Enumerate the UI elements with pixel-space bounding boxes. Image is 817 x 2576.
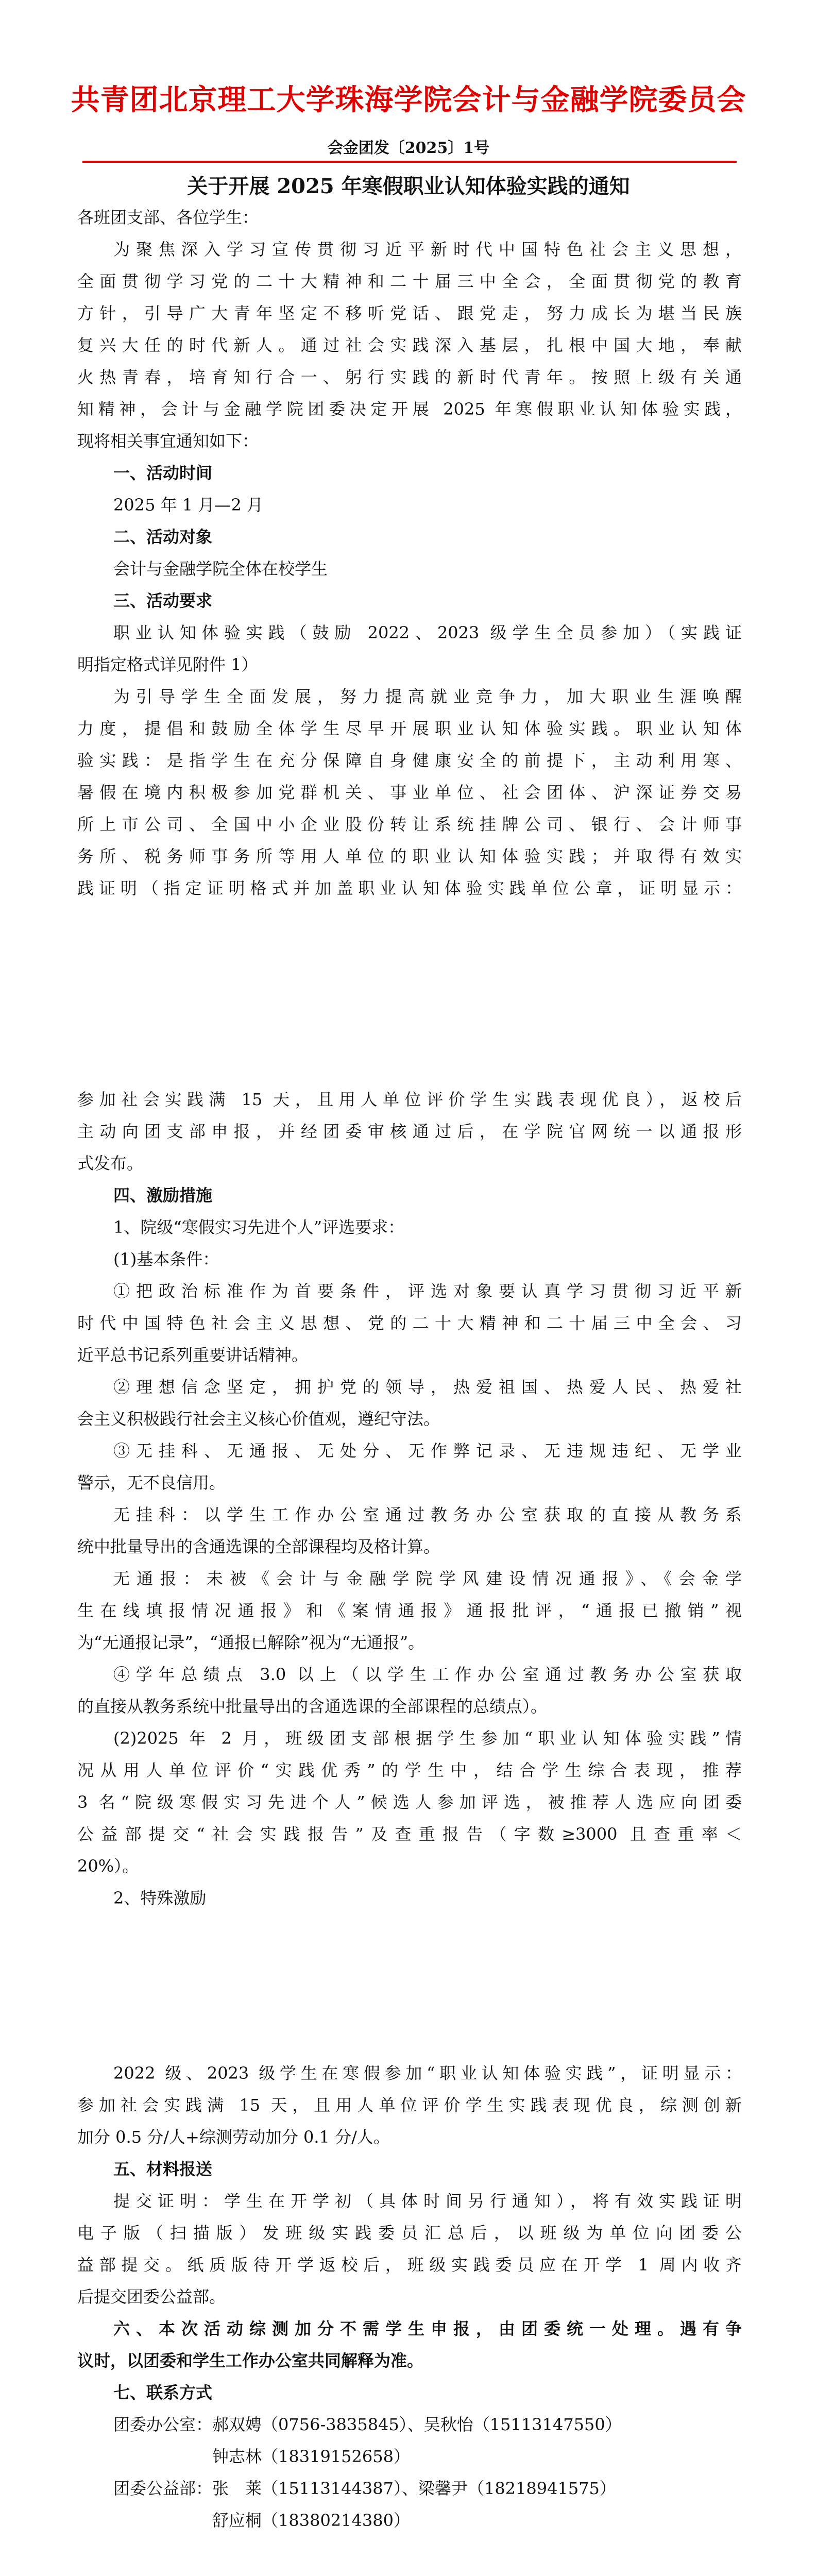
salutation: 各班团支部、各位学生： (77, 208, 259, 227)
condition-note: 为“无通报记录”，“通报已解除”视为“无通报”。 (77, 1633, 425, 1652)
materials-line: 益部提交。纸质版待开学返校后，班级实践委员应在开学 1 周内收齐 (77, 2255, 742, 2275)
condition-line: ③无挂科、无通报、无处分、无作弊记录、无违规违纪、无学业 (113, 1441, 742, 1461)
section-heading-target: 二、活动对象 (113, 527, 213, 547)
intro-line: 知精神，会计与金融学院团委决定开展 2025 年寒假职业认知体验实践， (77, 399, 742, 419)
office-contacts: 郝双娉（0756-3835845）、吴秋怡（15113147550） (212, 2415, 622, 2434)
recommendation-line: (2)2025 年 2 月，班级团支部根据学生参加“职业认知体验实践”情 (113, 1728, 742, 1748)
office-label: 团委办公室： (113, 2415, 213, 2434)
section-heading-requirements: 三、活动要求 (113, 591, 213, 611)
welfare-label: 团委公益部： (113, 2479, 213, 2498)
requirements-line: 主动向团支部申报，并经团委审核通过后，在学院官网统一以通报形 (77, 1122, 742, 1141)
condition-line: 近平总书记系列重要讲话精神。 (77, 1345, 309, 1365)
incentive-item-1: 1、院级“寒假实习先进个人”评选要求： (113, 1217, 405, 1237)
requirements-line: 暑假在境内积极参加党群机关、事业单位、社会团体、沪深证券交易 (77, 783, 742, 802)
intro-line: 火热青春，培育知行合一、躬行实践的新时代青年。按照上级有关通 (77, 367, 742, 387)
office-contacts: 钟志林（18319152658） (212, 2447, 410, 2466)
intro-line: 复兴大任的时代新人。通过社会实践深入基层，扎根中国大地，奉献 (77, 335, 742, 355)
condition-line: 的直接从教务系统中批量导出的含通选课的全部课程的总绩点）。 (77, 1697, 548, 1716)
condition-note: 无通报：未被《会计与金融学院学风建设情况通报》、《会金学 (113, 1569, 742, 1588)
recommendation-line: 况从用人单位评价“实践优秀”的学生中，结合学生综合表现，推荐 (77, 1760, 742, 1780)
masthead-divider (82, 161, 737, 163)
basic-conditions-label: (1)基本条件： (113, 1249, 219, 1269)
section-heading-contact: 七、联系方式 (113, 2383, 213, 2402)
incentive-item-2: 2、特殊激励 (113, 1888, 207, 1908)
welfare-contacts: 舒应桐（18380214380） (212, 2511, 410, 2530)
condition-line: ②理想信念坚定，拥护党的领导，热爱祖国、热爱人民、热爱社 (113, 1377, 742, 1397)
notice-title: 关于开展 2025 年寒假职业认知体验实践的通知 (187, 174, 630, 198)
requirements-line: 践证明（指定证明格式并加盖职业认知体验实践单位公章，证明显示： (77, 878, 742, 898)
welfare-contacts: 张 莱（15113144387）、梁馨尹（18218941575） (212, 2479, 616, 2498)
section-heading-incentives: 四、激励措施 (113, 1185, 213, 1205)
recommendation-line: 20%）。 (77, 1856, 139, 1876)
condition-line: ④学年总绩点 3.0 以上（以学生工作办公室通过教务办公室获取 (113, 1665, 742, 1684)
section-heading-materials: 五、材料报送 (113, 2159, 213, 2179)
condition-line: 会主义积极践行社会主义核心价值观，遵纪守法。 (77, 1409, 440, 1429)
requirements-line: 验实践：是指学生在充分保障自身健康安全的前提下，主动利用寒、 (77, 751, 742, 770)
recommendation-line: 公益部提交“社会实践报告”及查重报告（字数≥3000 且查重率＜ (77, 1824, 742, 1844)
special-incentive-line: 参加社会实践满 15 天，且用人单位评价学生实践表现优良，综测创新 (77, 2095, 742, 2115)
recommendation-line: 3 名“院级寒假实习先进个人”候选人参加评选，被推荐人选应向团委 (77, 1792, 742, 1812)
masthead-org: 共青团北京理工大学珠海学院会计与金融学院委员会 (71, 83, 746, 117)
intro-line: 全面贯彻学习党的二十大精神和二十届三中全会，全面贯彻党的教育 (77, 272, 742, 291)
requirements-line: 力度，提倡和鼓励全体学生尽早开展职业认知体验实践。职业认知体 (77, 719, 742, 738)
condition-note: 生在线填报情况通报》和《案情通报》通报批评，“通报已撤销”视 (77, 1601, 742, 1620)
intro-line: 现将相关事宜通知如下： (77, 431, 259, 451)
condition-line: 时代中国特色社会主义思想、党的二十大精神和二十届三中全会、习 (77, 1313, 742, 1333)
section-heading-time: 一、活动时间 (113, 463, 213, 483)
condition-note: 无挂科：以学生工作办公室通过教务办公室获取的直接从教务系 (113, 1505, 742, 1524)
special-incentive-line: 2022 级、2023 级学生在寒假参加“职业认知体验实践”，证明显示： (113, 2063, 742, 2083)
section-six-line: 议时，以团委和学生工作办公室共同解释为准。 (77, 2351, 424, 2370)
materials-line: 后提交团委公益部。 (77, 2287, 226, 2307)
requirements-line: 明指定格式详见附件 1） (77, 655, 258, 674)
requirements-line: 职业认知体验实践（鼓励 2022、2023 级学生全员参加）（实践证 (113, 623, 742, 642)
intro-line: 方针，引导广大青年坚定不移听党话、跟党走，努力成长为堪当民族 (77, 303, 742, 323)
condition-note: 统中批量导出的含通选课的全部课程均及格计算。 (77, 1537, 440, 1556)
requirements-line: 务所、税务师事务所等用人单位的职业认知体验实践；并取得有效实 (77, 846, 742, 866)
condition-line: 警示，无不良信用。 (77, 1473, 226, 1493)
activity-time: 2025 年 1 月—2 月 (113, 495, 263, 515)
condition-line: ①把政治标准作为首要条件，评选对象要认真学习贯彻习近平新 (113, 1281, 742, 1301)
requirements-line: 为引导学生全面发展，努力提高就业竞争力，加大职业生涯唤醒 (113, 687, 742, 706)
intro-line: 为聚焦深入学习宣传贯彻习近平新时代中国特色社会主义思想， (113, 240, 742, 259)
materials-line: 提交证明：学生在开学初（具体时间另行通知），将有效实践证明 (113, 2191, 742, 2211)
requirements-line: 式发布。 (77, 1154, 144, 1173)
requirements-line: 所上市公司、全国中小企业股份转让系统挂牌公司、银行、会计师事 (77, 815, 742, 834)
materials-line: 电子版（扫描版）发班级实践委员汇总后，以班级为单位向团委公 (77, 2223, 742, 2243)
section-six-line: 六、本次活动综测加分不需学生申报，由团委统一处理。遇有争 (113, 2319, 742, 2338)
activity-target: 会计与金融学院全体在校学生 (113, 559, 328, 579)
requirements-line: 参加社会实践满 15 天，且用人单位评价学生实践表现优良），返校后 (77, 1090, 742, 1109)
document-number: 会金团发〔2025〕1号 (327, 139, 490, 157)
special-incentive-line: 加分 0.5 分/人+综测劳动加分 0.1 分/人。 (77, 2127, 390, 2147)
